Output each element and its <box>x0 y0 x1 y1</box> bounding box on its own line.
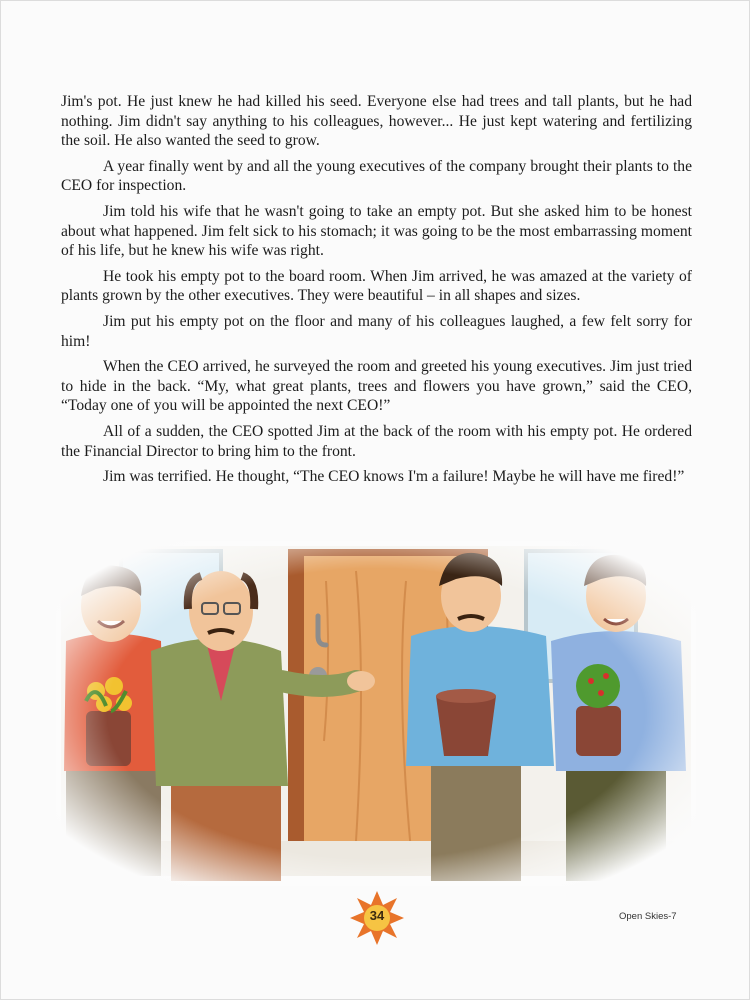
story-paragraph: Jim put his empty pot on the floor and many of his colleagues laughed, a few felt sorry for him! <box>61 312 692 350</box>
story-text <box>61 92 692 493</box>
story-paragraph: Jim was terrified. He thought, “The CEO knows I'm a failure! Maybe he will have me fired!” <box>103 468 685 486</box>
page-number: 34 <box>369 908 385 923</box>
boardroom-scene-illustration <box>56 541 696 886</box>
page-number-badge <box>350 891 404 945</box>
story-paragraph: All of a sudden, the CEO spotted Jim at the back of the room with his empty pot. He ordered the Financial Director to bring him to the front. <box>61 422 692 460</box>
story-paragraph: Jim's pot. He just knew he had killed his seed. Everyone else had trees and tall plants, but he had nothing. Jim didn't say anything to his colleagues, however... He just kept watering and fertilizing the soil. He also wanted the seed to grow. <box>61 93 692 150</box>
book-series-title: Open Skies-7 <box>619 911 677 922</box>
story-paragraph: A year finally went by and all the young executives of the company brought their plants to the CEO for inspection. <box>61 157 692 195</box>
story-paragraph: When the CEO arrived, he surveyed the room and greeted his young executives. Jim just tried to hide in the back. “My, what great plants, trees and flowers you have grown,” said the CEO, “Today one of you will be appointed the next CEO!” <box>61 358 692 415</box>
story-paragraph: He took his empty pot to the board room. When Jim arrived, he was amazed at the variety of plants grown by the other executives. They were beautiful – in all shapes and sizes. <box>61 267 692 305</box>
story-paragraph: Jim told his wife that he wasn't going to take an empty pot. But she asked him to be honest about what happened. Jim felt sick to his stomach; it was going to be the most embarrassing moment of his life, but he knew his wife was right. <box>61 202 692 260</box>
story-illustration <box>56 541 696 886</box>
